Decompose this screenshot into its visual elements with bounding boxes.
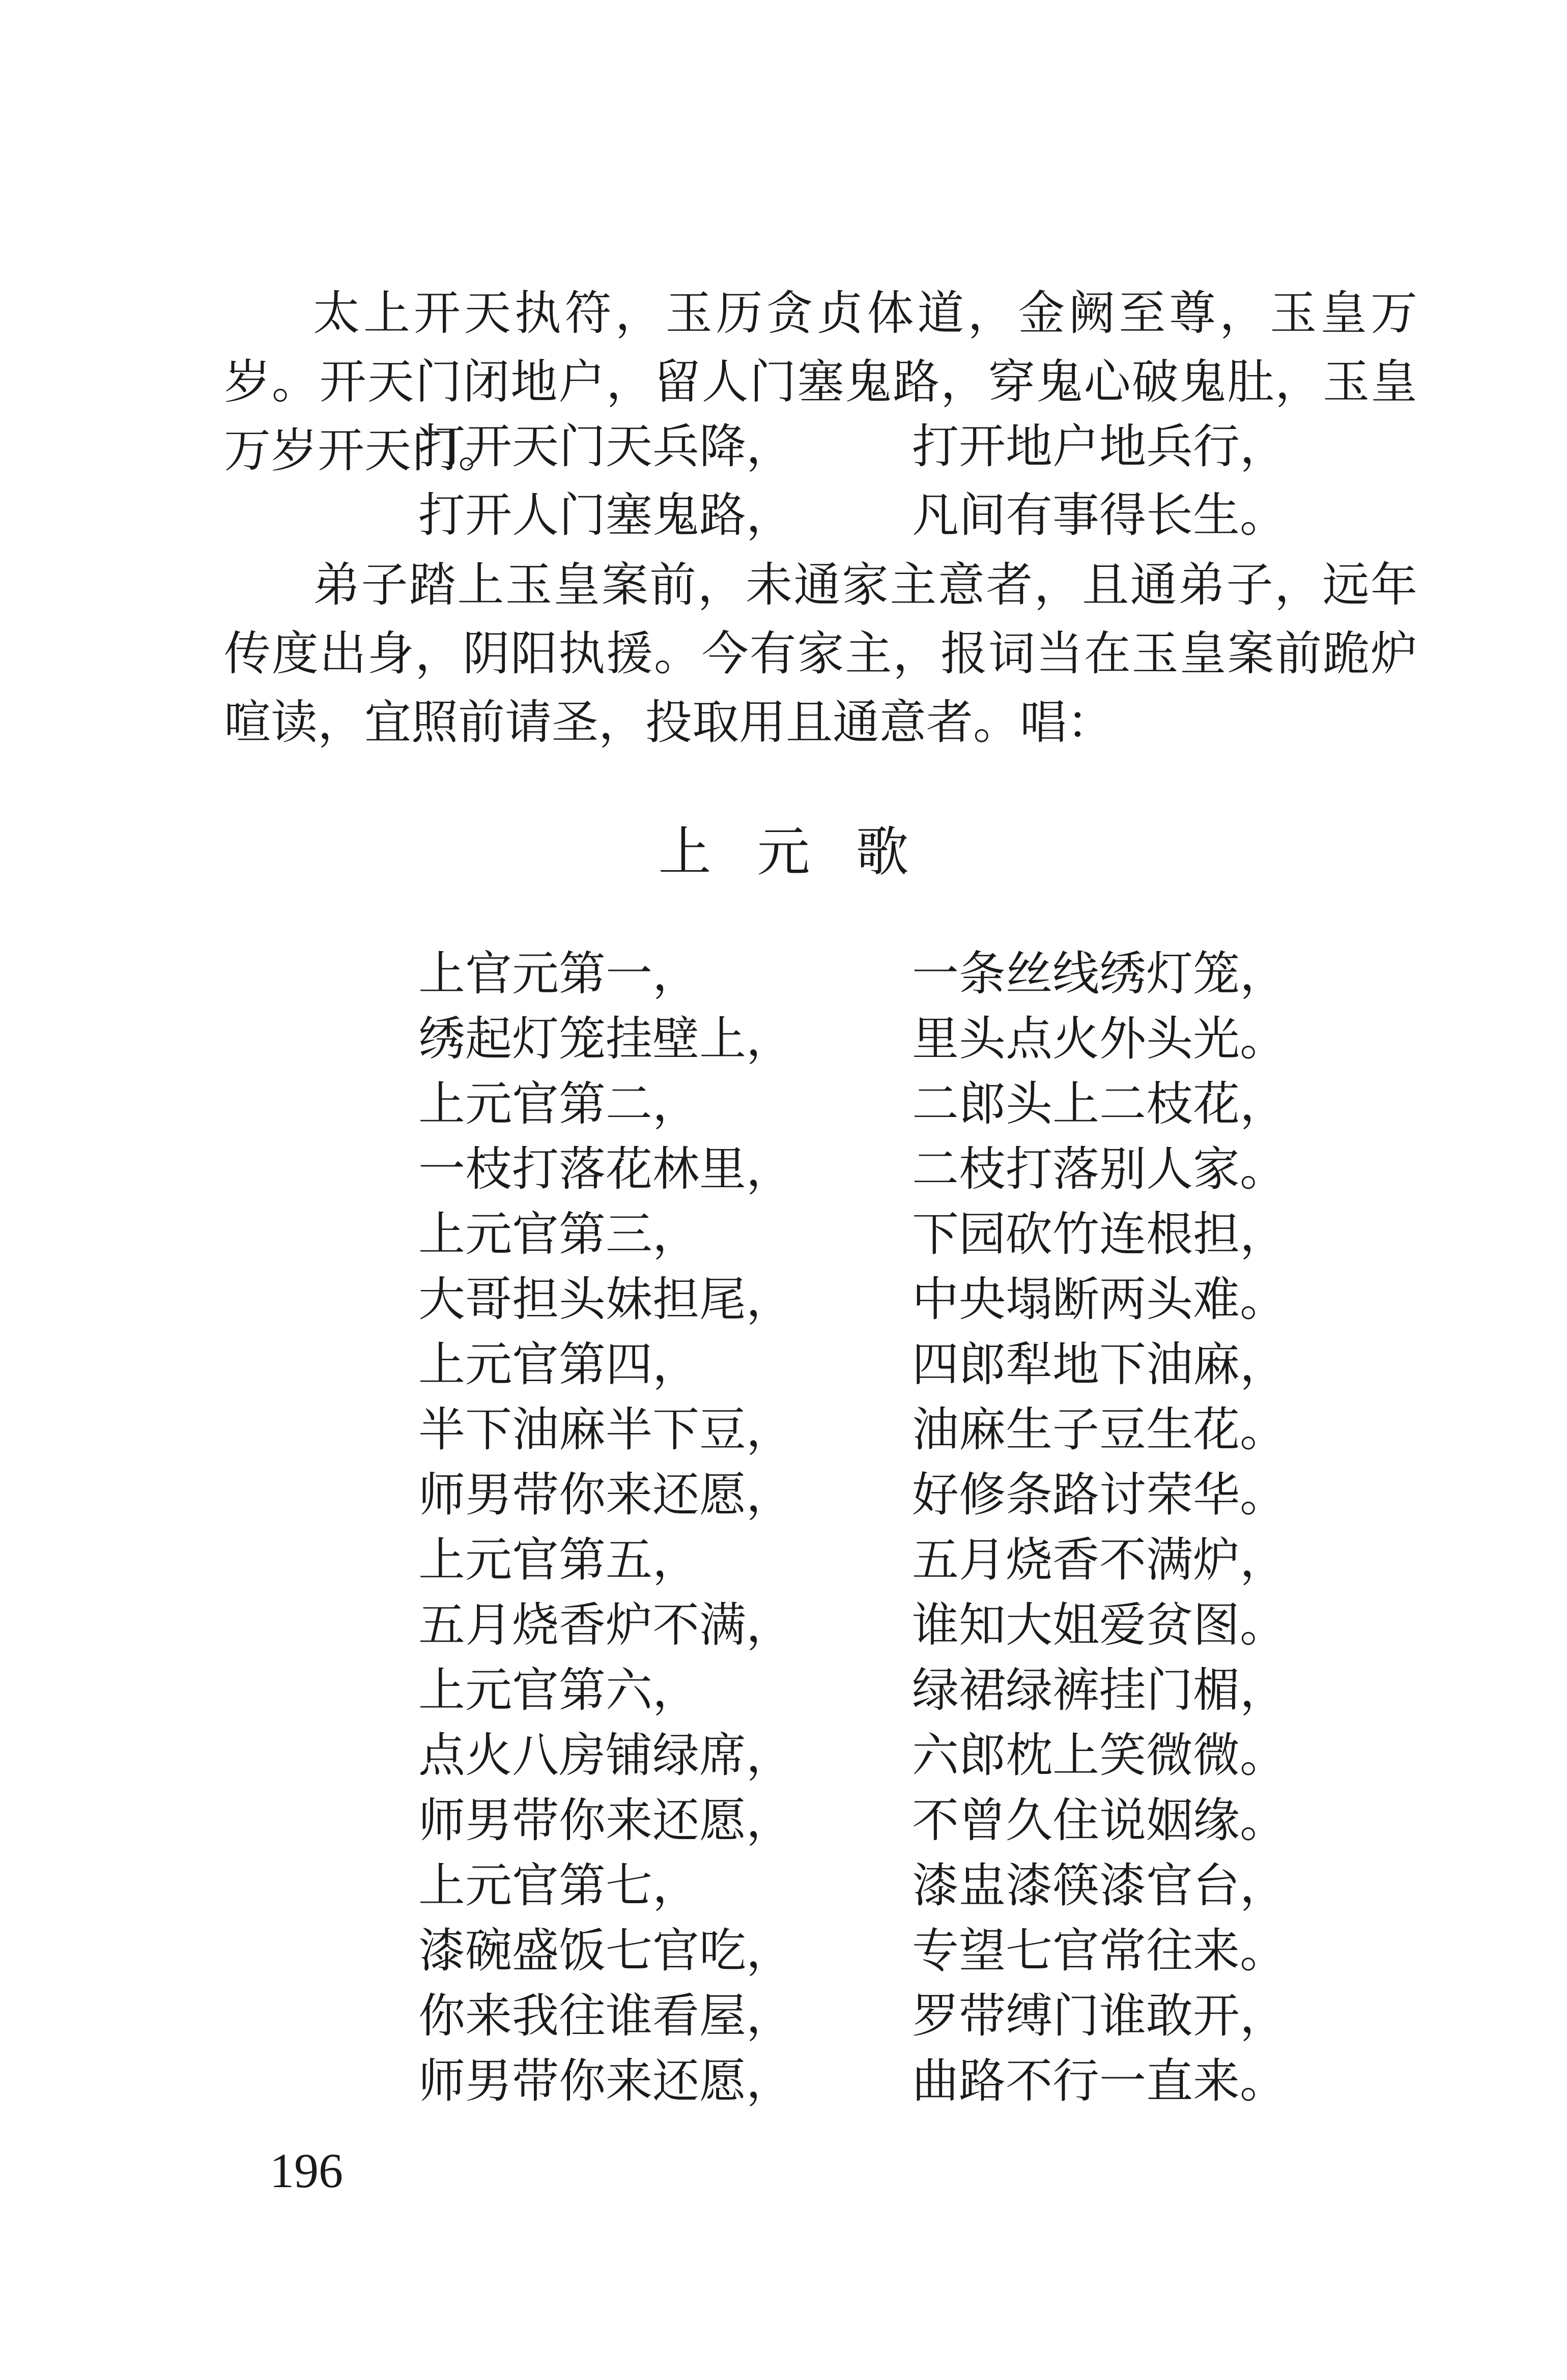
song-line-right: 谁知大姐爱贫图。: [912, 1598, 1287, 1652]
song-line-right: 油麻生子豆生花。: [912, 1402, 1287, 1457]
song-line-right: 不曾久住说姻缘。: [912, 1793, 1287, 1848]
song-body: [418, 941, 1287, 2114]
couplet-left: 打开天门天兵降，: [418, 419, 793, 474]
song-line-left: 点火八房铺绿席，: [418, 1728, 793, 1783]
song-line: [418, 1593, 1287, 1658]
song-line: [418, 1202, 1287, 1267]
song-line-left: 绣起灯笼挂壁上，: [418, 1012, 793, 1066]
intro-paragraph-1: 太上开天执符，玉历贪贞体道，金阙至尊，玉皇万岁。开天门闭地户，留人门塞鬼路，穿鬼心破鬼肚，玉皇万岁开天门。: [224, 286, 1417, 478]
song-line-right: 六郎枕上笑微微。: [912, 1728, 1287, 1783]
song-line-right: 曲路不行一直来。: [912, 2054, 1287, 2108]
song-line-right: 四郎犁地下油麻，: [912, 1337, 1287, 1392]
song-line-left: 漆碗盛饭七官吃，: [418, 1924, 793, 1978]
page-number: 196: [270, 2143, 343, 2198]
song-line-left: 五月烧香炉不满，: [418, 1598, 793, 1652]
song-line: [418, 1918, 1287, 1984]
song-line-left: 大哥担头妹担尾，: [418, 1272, 793, 1327]
intro-couplet-1: [418, 412, 1287, 481]
song-line-right: 绿裙绿裤挂门楣，: [912, 1663, 1287, 1717]
song-title: 上元歌: [658, 821, 955, 883]
song-line-left: 半下油麻半下豆，: [418, 1402, 793, 1457]
song-line-left: 上元官第四，: [418, 1337, 700, 1392]
song-line-right: 罗带缚门谁敢开，: [912, 1989, 1287, 2043]
song-line: [418, 1332, 1287, 1397]
song-line-left: 上元官第五，: [418, 1533, 700, 1587]
song-line-right: 里头点火外头光。: [912, 1012, 1287, 1066]
song-line-right: 专望七官常往来。: [912, 1924, 1287, 1978]
song-line-right: 中央塌断两头难。: [912, 1272, 1287, 1327]
intro-paragraph-2-block: [224, 551, 1417, 757]
intro-couplet-2: [418, 481, 1287, 550]
song-line: [418, 1723, 1287, 1788]
song-line: [418, 1853, 1287, 1918]
song-line-right: 二郎头上二枝花，: [912, 1077, 1287, 1131]
couplet-right: 凡间有事得长生。: [912, 488, 1287, 542]
song-line-left: 师男带你来还愿，: [418, 2054, 793, 2108]
song-line: [418, 1267, 1287, 1332]
song-line-left: 上元官第七，: [418, 1858, 700, 1913]
song-line-right: 二枝打落别人家。: [912, 1142, 1287, 1196]
song-line: [418, 1528, 1287, 1593]
song-line: [418, 1397, 1287, 1463]
song-line-left: 上元官第三，: [418, 1207, 700, 1261]
song-line: [418, 1137, 1287, 1202]
song-line-left: 上元官第二，: [418, 1077, 700, 1131]
song-line-right: 漆盅漆筷漆官台，: [912, 1858, 1287, 1913]
song-line-right: 五月烧香不满炉，: [912, 1533, 1287, 1587]
song-line: [418, 1788, 1287, 1853]
couplet-left: 打开人门塞鬼路，: [418, 488, 793, 542]
song-line-left: 一枝打落花林里，: [418, 1142, 793, 1196]
intro-paragraph-2: 弟子踏上玉皇案前，未通家主意者，且通弟子，远年传度出身，阴阳执援。今有家主，报词当在玉皇案前跪炉喧读，宜照前请圣，投取用且通意者。唱：: [224, 558, 1417, 750]
song-line-left: 上官元第一，: [418, 947, 700, 1001]
song-line-right: 好修条路讨荣华。: [912, 1468, 1287, 1522]
song-line-left: 上元官第六，: [418, 1663, 700, 1717]
song-line-right: 下园砍竹连根担，: [912, 1207, 1287, 1261]
song-line: [418, 1658, 1287, 1723]
song-line: [418, 941, 1287, 1007]
song-line-left: 师男带你来还愿，: [418, 1793, 793, 1848]
couplet-right: 打开地户地兵行，: [912, 419, 1287, 474]
song-line: [418, 1007, 1287, 1072]
song-line: [418, 2049, 1287, 2114]
song-line: [418, 1984, 1287, 2049]
song-line: [418, 1463, 1287, 1528]
song-line-left: 你来我往谁看屋，: [418, 1989, 793, 2043]
song-line: [418, 1072, 1287, 1137]
song-line-left: 师男带你来还愿，: [418, 1468, 793, 1522]
song-line-right: 一条丝线绣灯笼，: [912, 947, 1287, 1001]
